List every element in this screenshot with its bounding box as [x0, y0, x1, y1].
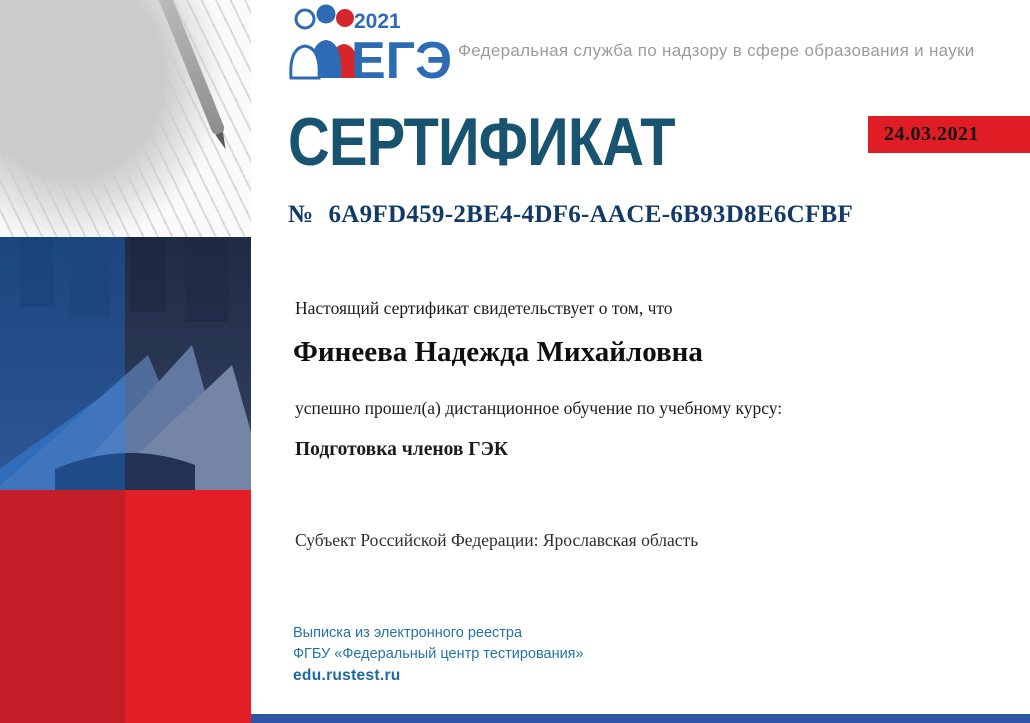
number-sign: № — [288, 201, 314, 228]
footer-line-registry: Выписка из электронного реестра — [293, 625, 523, 641]
issue-date: 24.03.2021 — [884, 123, 979, 145]
completion-text: успешно прошел(а) дистанционное обучение по учебному курсу: — [295, 398, 783, 418]
bottom-blue-bar — [251, 714, 1030, 723]
date-badge — [868, 116, 1030, 153]
ege-logo — [288, 4, 460, 86]
red-block-dark — [0, 490, 125, 723]
red-blocks — [0, 490, 251, 723]
footer — [293, 623, 584, 686]
book-illustration — [0, 237, 251, 490]
left-decor-column — [0, 0, 251, 723]
red-block-bright — [125, 490, 251, 723]
footer-line-org: ФГБУ «Федеральный центр тестирования» — [293, 646, 584, 662]
course-name: Подготовка членов ГЭК — [295, 439, 509, 460]
book-photo — [0, 237, 251, 490]
certificate-number: 6A9FD459-2BE4-4DF6-AACE-6B93D8E6CFBF — [328, 201, 854, 228]
footer-site-url: edu.rustest.ru — [293, 667, 401, 684]
recipient-name: Финеева Надежда Михайловна — [293, 336, 703, 368]
region-text: Субъект Российской Федерации: Ярославская область — [295, 530, 699, 550]
logo-year-text: 2021 — [354, 10, 401, 33]
ege-logo-figures-icon — [288, 4, 460, 86]
certificate-title: СЕРТИФИКАТ — [288, 104, 675, 180]
certificate-number-row — [288, 201, 853, 229]
exam-sheet-photo — [0, 0, 251, 237]
agency-name: Федеральная служба по надзору в сфере образования и науки — [458, 41, 975, 60]
statement-text: Настоящий сертификат свидетельствует о том, что — [295, 298, 673, 318]
logo-abbr-text: ЕГЭ — [351, 32, 453, 86]
